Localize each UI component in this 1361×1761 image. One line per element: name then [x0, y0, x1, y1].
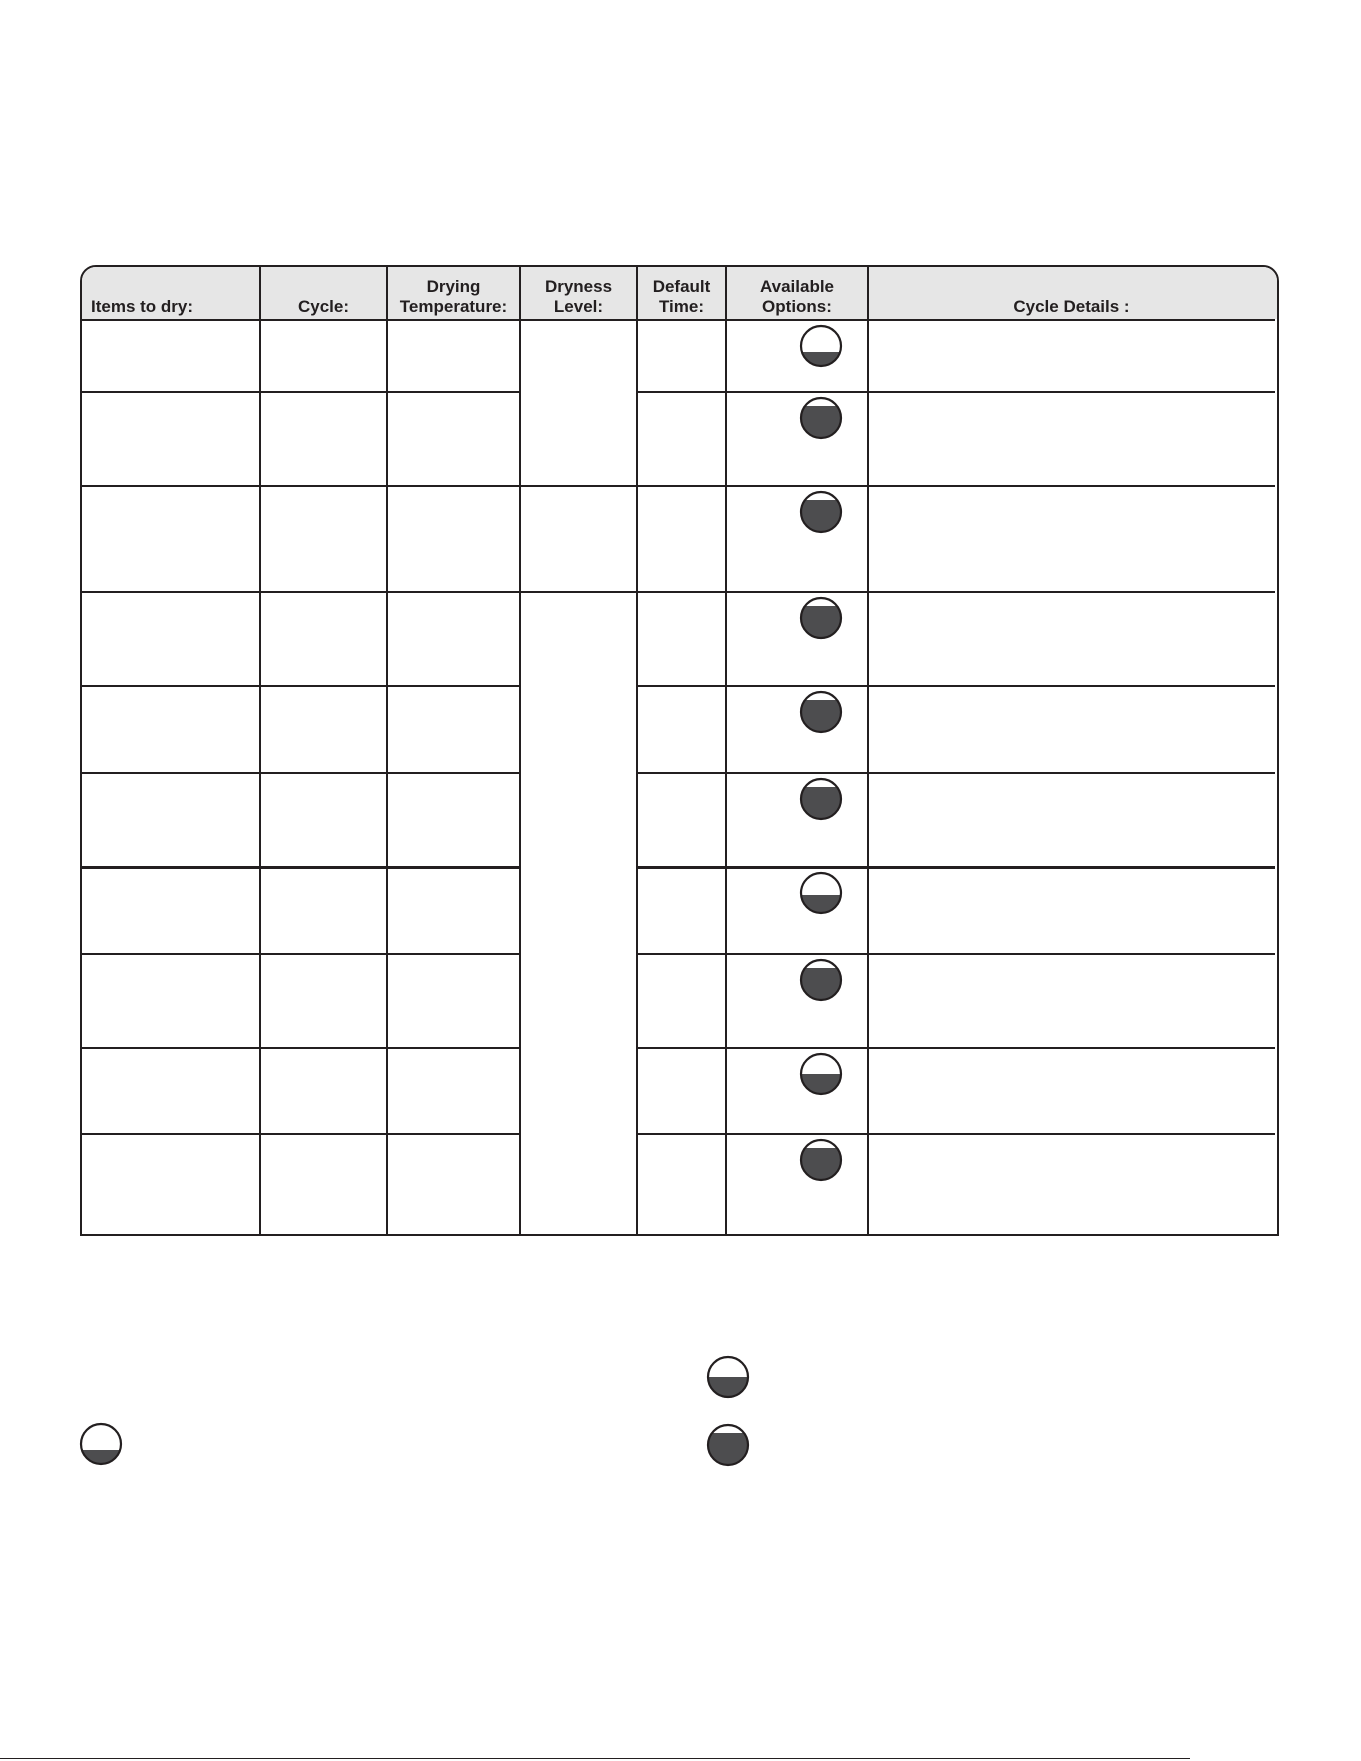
- row-divider: [82, 485, 520, 487]
- column-divider: [386, 267, 388, 1234]
- temp-low-icon: [799, 324, 843, 368]
- cycle-table: [80, 265, 1279, 1236]
- header-cycle: Cycle:: [297, 297, 350, 316]
- page-bottom-rule: [0, 1758, 1190, 1759]
- row-divider: [82, 1133, 520, 1135]
- header-default-time: Default Time:: [652, 277, 711, 316]
- temp-high-icon: [799, 1138, 843, 1182]
- temp-high-icon: [799, 596, 843, 640]
- column-divider: [519, 267, 521, 1234]
- row-divider: [637, 485, 1275, 487]
- legend-temp-high-icon: [706, 1423, 750, 1467]
- row-divider: [82, 685, 520, 687]
- row-divider: [637, 1047, 1275, 1049]
- header-dryness-level: Dryness Level:: [544, 277, 613, 316]
- row-divider: [82, 953, 520, 955]
- row-divider: [82, 866, 520, 869]
- temp-medium-low-icon: [799, 871, 843, 915]
- legend-temp-medium-icon: [706, 1355, 750, 1399]
- temp-high-icon: [799, 958, 843, 1002]
- row-divider: [637, 866, 1275, 869]
- temp-high-icon: [799, 396, 843, 440]
- column-divider: [636, 267, 638, 1234]
- row-divider: [82, 391, 520, 393]
- row-divider: [637, 953, 1275, 955]
- header-items-to-dry: Items to dry:: [91, 297, 194, 316]
- legend-temp-low-icon: [79, 1422, 123, 1466]
- header-available-options: Available Options:: [759, 277, 835, 316]
- header-divider: [82, 319, 1275, 321]
- row-divider: [637, 1133, 1275, 1135]
- column-divider: [259, 267, 261, 1234]
- row-divider: [637, 772, 1275, 774]
- temp-high-icon: [799, 690, 843, 734]
- temp-high-icon: [799, 490, 843, 534]
- temp-high-icon: [799, 777, 843, 821]
- row-divider: [82, 591, 520, 593]
- row-divider: [82, 772, 520, 774]
- row-divider: [82, 1047, 520, 1049]
- column-divider: [867, 267, 869, 1234]
- row-divider: [637, 391, 1275, 393]
- row-divider: [637, 591, 1275, 593]
- row-divider-dryness: [520, 591, 637, 593]
- header-cycle-details: Cycle Details :: [1013, 297, 1130, 316]
- header-drying-temperature: Drying Temperature:: [399, 277, 508, 316]
- row-divider: [637, 685, 1275, 687]
- row-divider-dryness: [520, 485, 637, 487]
- temp-medium-icon: [799, 1052, 843, 1096]
- column-divider: [725, 267, 727, 1234]
